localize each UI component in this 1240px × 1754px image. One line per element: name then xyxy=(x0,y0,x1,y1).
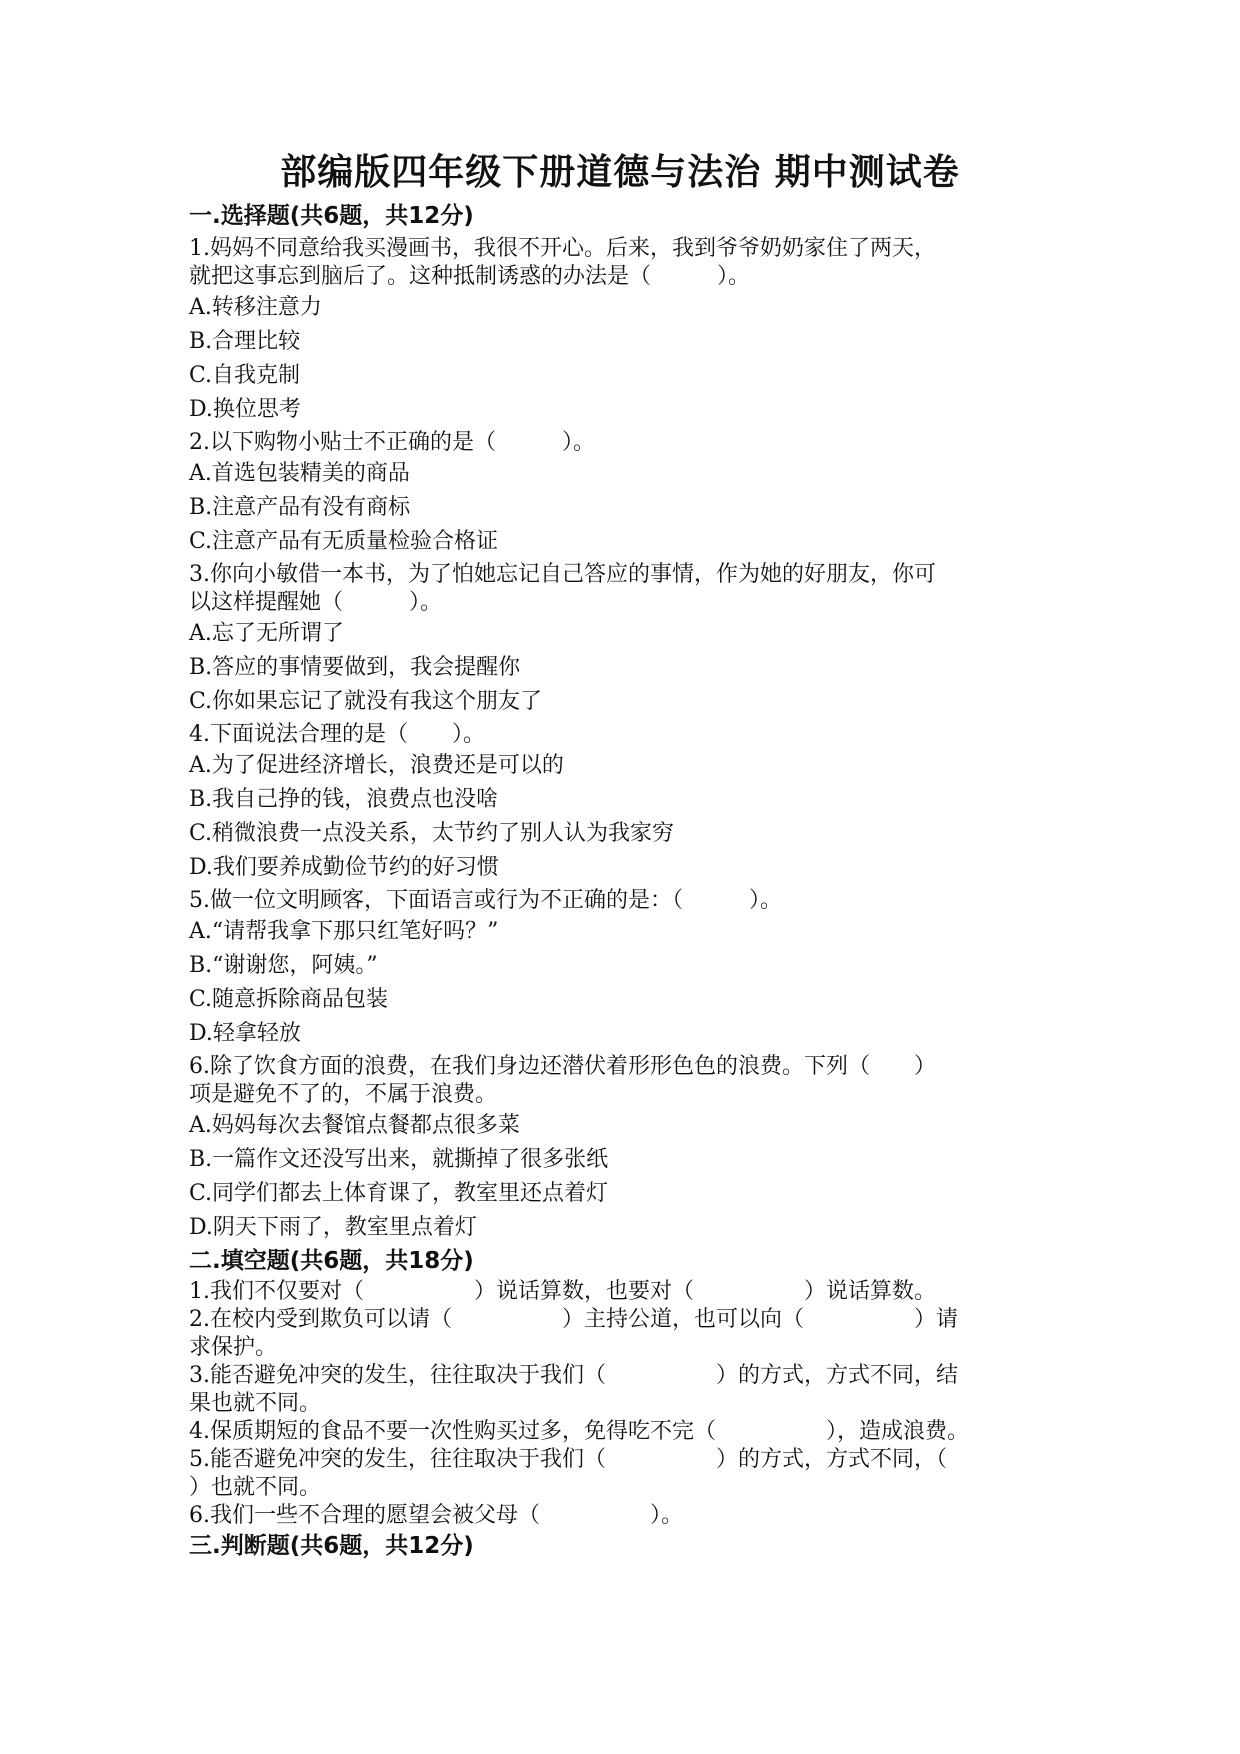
answer-option: B.一篇作文还没写出来，就撕掉了很多张纸 xyxy=(189,1147,609,1172)
answer-option: B.答应的事情要做到，我会提醒你 xyxy=(189,655,521,680)
answer-option: C.注意产品有无质量检验合格证 xyxy=(189,529,499,554)
answer-option: B.我自己挣的钱，浪费点也没啥 xyxy=(189,787,499,812)
answer-option: A.忘了无所谓了 xyxy=(189,621,344,646)
fill-question xyxy=(189,1446,1079,1502)
answer-option: B.“谢谢您，阿姨。” xyxy=(189,953,378,978)
question-stem xyxy=(189,721,1079,749)
question-line: 项是避免不了的，不属于浪费。 xyxy=(189,1082,498,1107)
question-line: 1.妈妈不同意给我买漫画书，我很不开心。后来，我到爷爷奶奶家住了两天， xyxy=(189,236,936,261)
question-line: 5.做一位文明顾客，下面语言或行为不正确的是：（ ）。 xyxy=(189,888,782,913)
question-line: 3.你向小敏借一本书，为了怕她忘记自己答应的事情，作为她的好朋友，你可 xyxy=(189,562,936,587)
answer-option: A.转移注意力 xyxy=(189,295,322,320)
question-line: 3.能否避免冲突的发生，往往取决于我们（ ）的方式，方式不同，结 xyxy=(189,1363,958,1388)
question-stem xyxy=(189,887,1079,915)
answer-option: C.你如果忘记了就没有我这个朋友了 xyxy=(189,689,543,714)
fill-question xyxy=(189,1306,1079,1362)
question-line: 5.能否避免冲突的发生，往往取决于我们（ ）的方式，方式不同，（ xyxy=(189,1447,947,1472)
question-line: ）也就不同。 xyxy=(189,1475,322,1500)
answer-option: A.“请帮我拿下那只红笔好吗？” xyxy=(189,919,499,944)
answer-option: A.首选包装精美的商品 xyxy=(189,461,410,486)
answer-option: B.合理比较 xyxy=(189,329,301,354)
question-line: 1.我们不仅要对（ ）说话算数，也要对（ ）说话算数。 xyxy=(189,1279,936,1304)
question-line: 求保护。 xyxy=(189,1335,278,1360)
answer-option: A.为了促进经济增长，浪费还是可以的 xyxy=(189,753,564,778)
page-title: 部编版四年级下册道德与法治 期中测试卷 xyxy=(280,152,960,193)
answer-option: C.稍微浪费一点没关系，太节约了别人认为我家穷 xyxy=(189,821,675,846)
fill-questions xyxy=(189,1278,1079,1530)
answer-option: B.注意产品有没有商标 xyxy=(189,495,411,520)
answer-option: C.自我克制 xyxy=(189,363,301,388)
question-stem xyxy=(189,561,1079,617)
section-heading-choice: 一.选择题(共6题，共12分) xyxy=(189,203,474,229)
answer-option: A.妈妈每次去餐馆点餐都点很多菜 xyxy=(189,1113,520,1138)
question-line: 4.下面说法合理的是（ ）。 xyxy=(189,722,485,747)
section-heading-fill: 二.填空题(共6题，共18分) xyxy=(189,1248,474,1274)
answer-option: D.换位思考 xyxy=(189,397,301,422)
question-stem xyxy=(189,429,1079,457)
fill-question xyxy=(189,1362,1079,1418)
question-line: 2.在校内受到欺负可以请（ ）主持公道，也可以向（ ）请 xyxy=(189,1307,958,1332)
question-line: 以这样提醒她（ ）。 xyxy=(189,590,443,615)
question-stem xyxy=(189,1053,1079,1109)
question-line: 4.保质期短的食品不要一次性购买过多，免得吃不完（ ），造成浪费。 xyxy=(189,1419,969,1444)
question-line: 果也就不同。 xyxy=(189,1391,322,1416)
exam-content xyxy=(189,200,1079,1563)
question-line: 6.除了饮食方面的浪费，在我们身边还潜伏着形形色色的浪费。下列（ ） xyxy=(189,1054,936,1079)
answer-option: D.轻拿轻放 xyxy=(189,1021,301,1046)
answer-option: C.同学们都去上体育课了，教室里还点着灯 xyxy=(189,1181,609,1206)
answer-option: D.我们要养成勤俭节约的好习惯 xyxy=(189,855,499,880)
choice-questions xyxy=(189,235,1079,1245)
answer-option: C.随意拆除商品包装 xyxy=(189,987,389,1012)
section-heading-judge: 三.判断题(共6题，共12分) xyxy=(189,1533,474,1559)
fill-question xyxy=(189,1418,1079,1446)
question-stem xyxy=(189,235,1079,291)
answer-option: D.阴天下雨了，教室里点着灯 xyxy=(189,1215,477,1240)
question-line: 6.我们一些不合理的愿望会被父母（ ）。 xyxy=(189,1503,683,1528)
question-line: 就把这事忘到脑后了。这种抵制诱惑的办法是（ ）。 xyxy=(189,264,751,289)
question-line: 2.以下购物小贴士不正确的是（ ）。 xyxy=(189,430,595,455)
fill-question xyxy=(189,1502,1079,1530)
fill-question xyxy=(189,1278,1079,1306)
